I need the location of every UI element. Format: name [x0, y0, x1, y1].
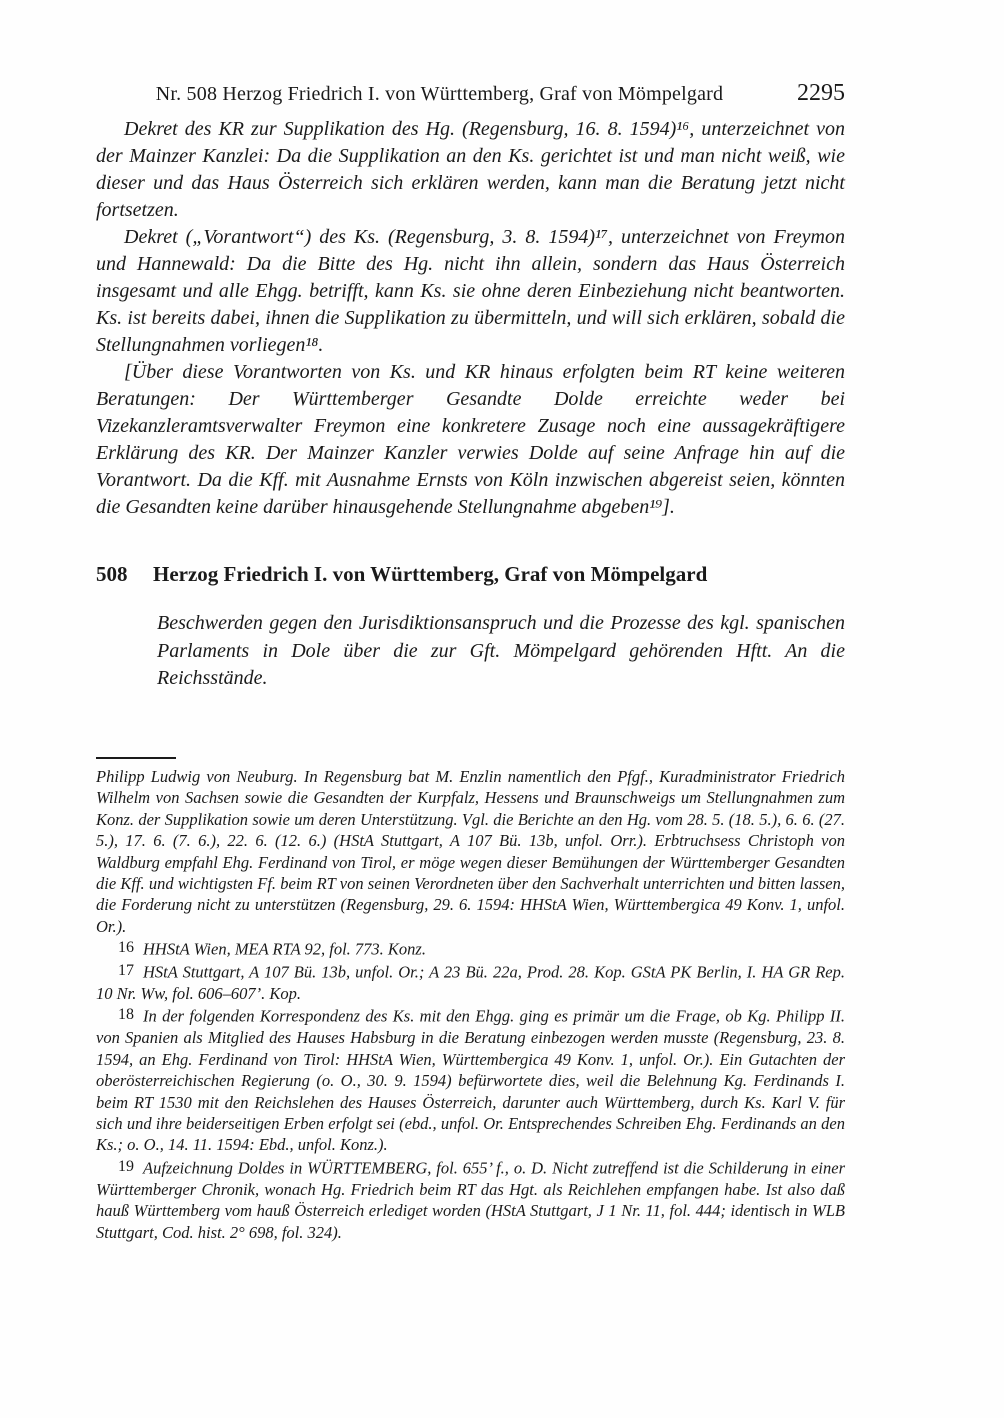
document-regest: Beschwerden gegen den Jurisdiktionsanspruch und die Prozesse des kgl. spanischen Parlaments in Dole über die zur Gft. Mömpelgard gehörenden Hftt. An die Reichsstände. [157, 612, 845, 689]
document-heading [96, 561, 845, 588]
footnote-text: HStA Stuttgart, A 107 Bü. 13b, unfol. Or.; A 23 Bü. 22a, Prod. 28. Kop. GStA PK Berlin, I. HA GR Rep. 10 Nr. Ww, fol. 606–607’. Kop. [96, 962, 845, 1004]
footnote-continuation: Philipp Ludwig von Neuburg. In Regensburg bat M. Enzlin namentlich den Pfgf., Kuradministrator Friedrich Wilhelm von Sachsen sowie die Gesandten der Kurpfalz, Hessens und Braunschweigs um Stellungnahmen zum Konz. der Supplikation sowie um deren Unterstützung. Vgl. die Berichte an den Hg. vom 28. 5. (18. 5.), 6. 6. (27. 5.), 17. 6. (7. 6.), 22. 6. (12. 6.) (HStA Stuttgart, A 107 Bü. 13b, unfol. Orr.). Erbtruchsess Christoph von Waldburg empfahl Ehg. Ferdinand von Tirol, er möge wegen dieser Bemühungen der Württemberger Gesandten die Kff. und wichtigsten Ff. beim RT von seinen Verordneten über den Sachverhalt unterrichten und bitten lassen, die Forderung nicht zu unterstützen (Regensburg, 29. 6. 1594: HHStA Wien, Württembergica 49 Konv. 1, unfol. Or.). [96, 767, 845, 936]
footnote-item-19 [96, 1156, 845, 1243]
footnote-number: 17 [118, 962, 134, 980]
footnote-item-16 [96, 937, 845, 960]
footnote-number: 19 [118, 1157, 134, 1175]
footnote-number: 16 [118, 939, 134, 957]
page-number: 2295 [797, 80, 845, 106]
footnote-item-17 [96, 960, 845, 1004]
paragraph-dekret-ks: Dekret („Vorantwort“) des Ks. (Regensburg, 3. 8. 1594)¹⁷, unterzeichnet von Freymon und Hannewald: Da die Bitte des Hg. nicht ihn allein, sondern das Haus Österreich insgesamt und alle Ehgg. betrifft, kann Ks. sie ohne deren Einbeziehung nicht beantworten. Ks. ist bereits dabei, ihnen die Supplikation zu übermitteln, und will sich erklären, sobald die Stellungnahmen vorliegen¹⁸. [96, 226, 845, 356]
running-head-title: Nr. 508 Herzog Friedrich I. von Württemberg, Graf von Mömpelgard [155, 83, 724, 105]
footnotes-block [96, 766, 845, 1243]
document-number: 508 [96, 562, 128, 586]
main-text-block [96, 116, 845, 521]
paragraph-dekret-kr: Dekret des KR zur Supplikation des Hg. (Regensburg, 16. 8. 1594)¹⁶, unterzeichnet von der Mainzer Kanzlei: Da die Supplikation an den Ks. gerichtet ist und man nicht weiß, wie dieser und das Haus Österreich sich erklären werden, kann man die Beratung jetzt nicht fortsetzen. [96, 118, 845, 221]
footnote-number: 18 [118, 1006, 134, 1024]
footnote-separator-rule [96, 757, 176, 759]
running-head [96, 80, 845, 107]
paragraph-editorial-note: [Über diese Vorantworten von Ks. und KR hinaus erfolgten beim RT keine weiteren Beratungen: Der Württemberger Gesandte Dolde erreichte weder bei Vizekanzleramtsverwalter Freymon eine konkretere Zusage noch eine aussagekräftigere Erklärung des KR. Der Mainzer Kanzler verwies Dolde auf seine Anfrage hin auf die Vorantwort. Da die Kff. mit Ausnahme Ernsts von Köln inzwischen abgereist seien, könnten die Gesandten keine darüber hinausgehende Stellungnahme abgeben¹⁹]. [96, 361, 845, 518]
footnote-text: Aufzeichnung Doldes in WÜRTTEMBERG, fol. 655’ f., o. D. Nicht zutreffend ist die Schilderung in einer Württemberger Chronik, wonach Hg. Friedrich beim RT das Hgt. als Reichlehen empfangen habe. Ist also daß hauß Württemberg vom hauß Österreich erlediget worden (HStA Stuttgart, J 1 Nr. 11, fol. 444; identisch in WLB Stuttgart, Cod. hist. 2° 698, fol. 324). [96, 1158, 845, 1242]
footnote-text: In der folgenden Korrespondenz des Ks. mit den Ehgg. ging es primär um die Frage, ob Kg. Philipp II. von Spanien als Mitglied des Hauses Habsburg in die Beratung einbezogen werden musste (Regensburg, 23. 8. 1594, an Ehg. Ferdinand von Tirol: HHStA Wien, Württembergica 49 Konv. 1, unfol. Or.). Ein Gutachten der oberösterreichischen Regierung (o. O., 30. 9. 1594) befürwortete dies, weil die Belehnung Kg. Ferdinands I. beim RT 1530 mit den Reichslehen des Hauses Österreich, darunter auch Württemberg, durch Ks. Karl V. für sich und ihre beiderseitigen Erben erfolgt sei (ebd., unfol. Or. Entsprechendes Schreiben Ehg. Ferdinands an den Ks.; o. O., 14. 11. 1594: Ebd., unfol. Konz.). [96, 1006, 845, 1155]
footnote-item-18 [96, 1004, 845, 1155]
document-title: Herzog Friedrich I. von Württemberg, Graf von Mömpelgard [153, 562, 708, 586]
footnote-text: HHStA Wien, MEA RTA 92, fol. 773. Konz. [143, 939, 426, 959]
